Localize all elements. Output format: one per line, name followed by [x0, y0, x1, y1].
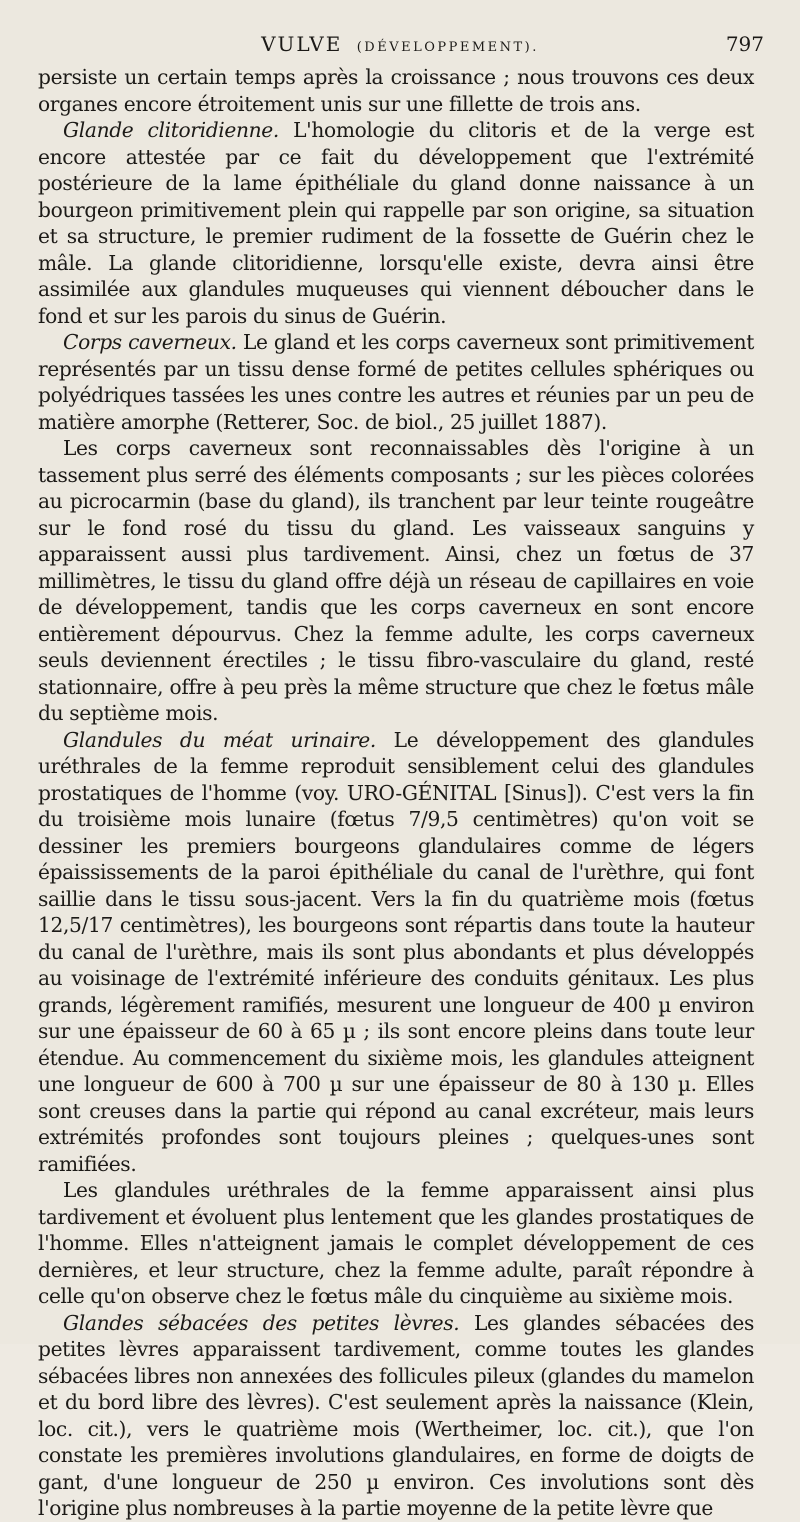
paragraph: Les glandules uréthrales de la femme apparaissent ainsi plus tardivement et évoluent plus lentement que les glandes prostatiques de l'homme. Elles n'atteignent jamais le complet développement de ces dernières, et leur structure, chez la femme adulte, paraît répondre à celle qu'on observe chez le fœtus mâle du cinquième au sixième mois. [38, 1178, 754, 1308]
paragraph: persiste un certain temps après la croissance ; nous trouvons ces deux organes encore étroitement unis sur une fillette de trois ans. [38, 65, 754, 116]
page-body [38, 64, 754, 1522]
paragraph: Glandes sébacées des petites lèvres. Les glandes sébacées des petites lèvres apparaissent tardivement, comme toutes les glandes sébacées libres non annexées des follicules pileux (glandes du mamelon et du bord libre des lèvres). C'est seulement après la naissance (Klein, loc. cit.), vers le quatrième mois (Wertheimer, loc. cit.), que l'on constate les premières involutions glandulaires, en forme de doigts de gant, d'une longueur de 250 µ environ. Ces involutions sont dès l'origine plus nombreuses à la partie moyenne de la petite lèvre que [38, 1310, 754, 1520]
paragraph: Les corps caverneux sont reconnaissables dès l'origine à un tassement plus serré des éléments composants ; sur les pièces colorées au picrocarmin (base du gland), ils tranchent par leur teinte rougeâtre sur le fond rosé du tissu du gland. Les vaisseaux sanguins y apparaissent aussi plus tardivement. Ainsi, chez un fœtus de 37 millimètres, le tissu du gland offre déjà un réseau de capillaires en voie de développement, tandis que les corps caverneux en sont encore entièrement dépourvus. Chez la femme adulte, les corps caverneux seuls deviennent érectiles ; le tissu fibro-vasculaire du gland, resté stationnaire, offre à peu près la même structure que chez le fœtus mâle du septième mois. [38, 436, 754, 725]
paragraph: Corps caverneux. Le gland et les corps caverneux sont primitivement représentés par un tissu dense formé de petites cellules sphériques ou polyédriques tassées les unes contre les autres et réunies par un peu de matière amorphe (Retterer, Soc. de biol., 25 juillet 1887). [38, 330, 754, 434]
paragraph: Glandules du méat urinaire. Le développement des glandules uréthrales de la femme reproduit sensiblement celui des glandules prostatiques de l'homme (voy. URO-GÉNITAL [Sinus]). C'est vers la fin du troisième mois lunaire (fœtus 7/9,5 centimètres) qu'on voit se dessiner les premiers bourgeons glandulaires comme de légers épaississements de la paroi épithéliale du canal de l'urèthre, qui font saillie dans le tissu sous-jacent. Vers la fin du quatrième mois (fœtus 12,5/17 centimètres), les bourgeons sont répartis dans toute la hauteur du canal de l'urèthre, mais ils sont plus abondants et plus développés au voisinage de l'extrémité inférieure des conduits génitaux. Les plus grands, légèrement ramifiés, mesurent une longueur de 400 µ environ sur une épaisseur de 60 à 65 µ ; ils sont encore pleins dans toute leur étendue. Au commencement du sixième mois, les glandules atteignent une longueur de 600 à 700 µ sur une épaisseur de 80 à 130 µ. Elles sont creuses dans la partie qui répond au canal excréteur, mais leurs extrémités profondes sont toujours pleines ; quelques-unes sont ramifiées. [38, 727, 754, 1176]
section-title: Glandes sébacées des petites lèvres. [63, 1310, 460, 1335]
page-number: 797 [725, 32, 764, 56]
page-header [0, 32, 800, 62]
section-title: Glandules du méat urinaire. [63, 727, 376, 752]
paragraph: Glande clitoridienne. L'homologie du clitoris et de la verge est encore attestée par ce fait du développement que l'extrémité postérieure de la lame épithéliale du gland donne naissance à un bourgeon primitivement plein qui rappelle par son origine, sa situation et sa structure, le premier rudiment de la fossette de Guérin chez le mâle. La glande clitoridienne, lorsqu'elle existe, devra ainsi être assimilée aux glandules muqueuses qui viennent déboucher dans le fond et sur les parois du sinus de Guérin. [38, 118, 755, 328]
section-title: Corps caverneux. [63, 330, 237, 354]
running-title-subtitle: (DÉVELOPPEMENT). [356, 40, 539, 55]
running-title [0, 32, 800, 56]
section-title: Glande clitoridienne. [63, 118, 279, 142]
running-title-main: VULVE [261, 32, 343, 56]
